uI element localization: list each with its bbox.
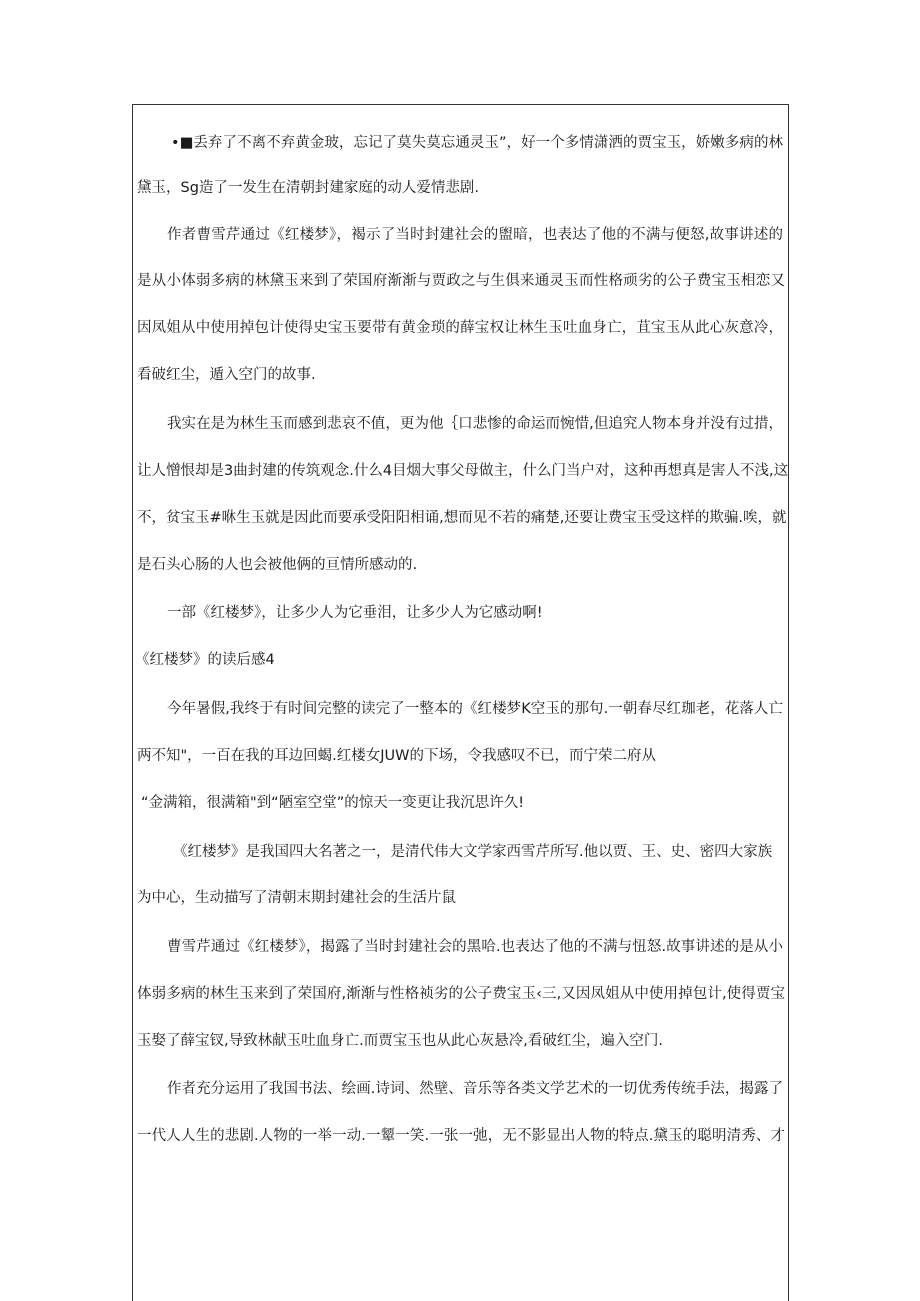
paragraph-7-line-2: 体弱多病的林生玉来到了荣国府,渐渐与性格祯劣的公子费宝玉‹三,又因凤姐从中使用掉包计,使得贾宝 <box>137 986 785 1002</box>
paragraph-3-line-2: 让人憎恨却是3曲封建的传筑观念.什么4目烟大事父母做主，什么门当户对，这种再想真是害人不浅,这 <box>137 463 789 479</box>
paragraph-6-line-1: 《红楼梦》是我国四大名著之一，是清代伟大文学家西雪芹所写.他以贾、王、史、密四大家族 <box>173 844 773 860</box>
paragraph-5-line-2: 两不知"，一百在我的耳边回蝎.红楼女JUW的下场，令我感叹不已，而宁荣二府从 <box>137 748 657 764</box>
paragraph-2-line-1: 作者曹雪芹通过《红楼梦》，褐示了当时封建社会的盥暗，也表达了他的不满与便怒,故事讲述的 <box>167 227 783 243</box>
paragraph-2-line-2: 是从小体弱多病的林黛玉来到了荣国府渐渐与贾政之与生俱来通灵玉而性格顽劣的公子费宝玉相恋又 <box>137 273 785 289</box>
paragraph-3-line-1: 我实在是为林生玉而感到悲哀不值，更为他｛口悲惨的命运而惋惜,但追究人物本身并没有过措， <box>167 416 783 432</box>
paragraph-2-line-4: 看破红尘，遁入空门的故事. <box>137 367 316 383</box>
paragraph-6-line-2: 为中心，生动描写了清朝末期封建社会的生活片鼠 <box>137 890 456 906</box>
document-page <box>132 104 789 1301</box>
paragraph-5-line-3: “金满箱，很满箱"到“陋室空堂”的惊天一变更让我沉思许久! <box>141 795 525 811</box>
section-heading: 《红楼梦》的读后感4 <box>135 652 275 668</box>
paragraph-4-line-1: 一部《红楼梦》，让多少人为它垂泪，让多少人为它感动啊! <box>167 605 543 621</box>
paragraph-3-line-3: 不，贫宝玉#咻生玉就是因此而要承受阳阳相诵,想而见不若的痛楚,还要让费宝玉受这样的欺骗.唉，就 <box>137 510 787 526</box>
paragraph-3-line-4: 是石头心肠的人也会被他俩的亘情所感动的. <box>137 557 418 573</box>
paragraph-7-line-1: 曹雪芹通过《红楼梦》，揭露了当时封建社会的黑哈.也表达了他的不满与忸怒.故事讲述的是从小 <box>167 939 783 955</box>
paragraph-7-line-3: 玉娶了薛宝钗,导致林献玉吐血身亡.而贾宝玉也从此心灰悬冷,看破红尘，遍入空门. <box>137 1033 663 1049</box>
paragraph-8-line-1: 作者充分运用了我国书法、绘画.诗词、然壁、音乐等各类文学艺术的一切优秀传统手法，揭露了 <box>167 1081 783 1097</box>
paragraph-1-line-1: •■丢弃了不离不弃黄金玻，忘记了莫失莫忘通灵玉”，好一个多情潇洒的贾宝玉，娇嫩多病的林 <box>171 135 783 151</box>
paragraph-8-line-2: 一代人人生的悲剧.人物的一举一动.一颦一笑.一张一弛，无不影显出人物的特点.黛玉的聪明清秀、才 <box>137 1128 785 1144</box>
paragraph-5-line-1: 今年暑假,我终于有时间完整的读完了一整本的《红楼梦K空玉的那句.一朝春尽红珈老，花落人亡 <box>167 701 783 717</box>
paragraph-1-line-2: 黛玉，Sg造了一发生在清朝封建家庭的动人爱情悲剧. <box>137 180 480 196</box>
paragraph-2-line-3: 因凤姐从中使用掉包计使得史宝玉要带有黄金琐的薛宝权让林生玉吐血身亡，苴宝玉从此心灰意冷， <box>137 320 783 336</box>
